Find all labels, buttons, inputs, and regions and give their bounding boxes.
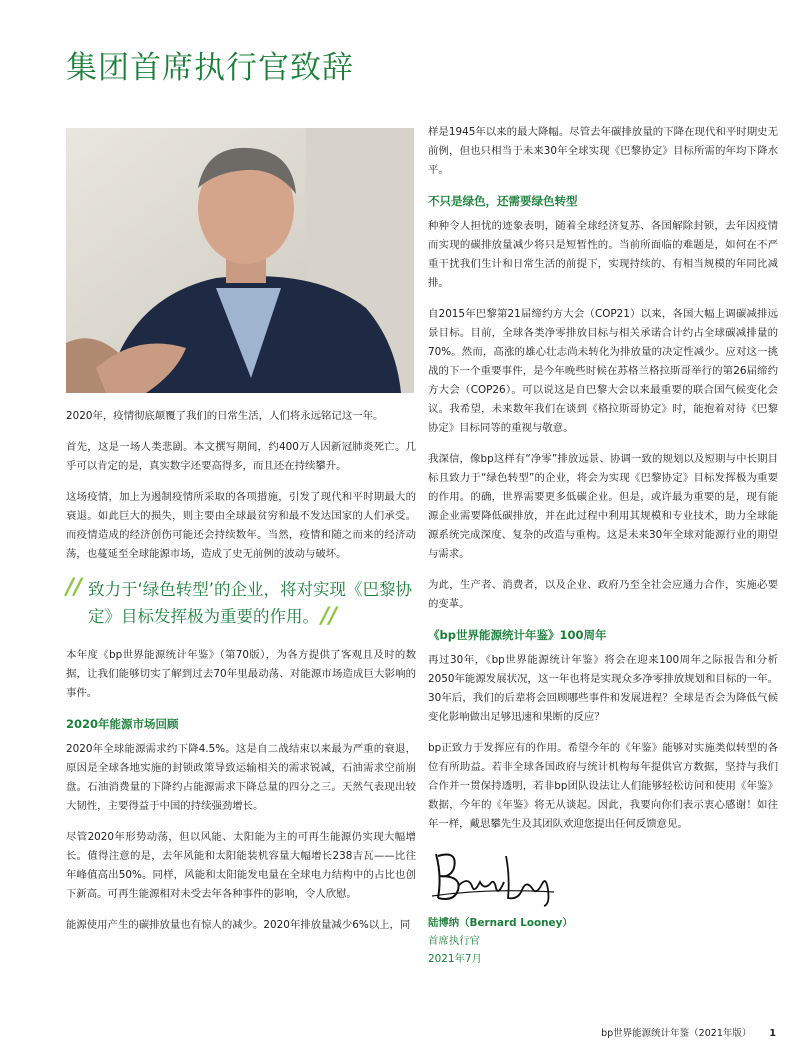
- body-paragraph: 首先，这是一场人类悲剧。本文撰写期间，约400万人因新冠肺炎死亡。几乎可以肯定的是，真实数字还要高得多，而且还在持续攀升。: [66, 441, 416, 472]
- signatory-role: 首席执行官: [428, 935, 480, 947]
- body-paragraph: 尽管2020年形势动荡，但以风能、太阳能为主的可再生能源仍实现大幅增长。值得注意的是，去年风能和太阳能装机容量大幅增长238吉瓦——比往年峰值高出50%。同样，风能和太阳能发电量在全球电力结构中的占比也创下新高。可再生能源相对未受去年各种事件的影响，令人欣慰。: [66, 831, 416, 900]
- pull-quote: [66, 576, 416, 630]
- right-column: [428, 123, 778, 968]
- body-paragraph: 样是1945年以来的最大降幅。尽管去年碳排放量的下降在现代和平时期史无前例，但也只相当于未来30年全球实现《巴黎协定》目标所需的年均下降水平。: [428, 126, 778, 176]
- body-paragraph: 再过30年，《bp世界能源统计年鉴》将会在迎来100周年之际报告和分析2050年能源发展状况，这一年也将是实现众多净零排放规划和目标的一年。30年后，我们的后辈将会回顾哪些事件和发展进程？全球是否会为降低气候变化影响做出足够迅速和果断的反应？: [428, 654, 778, 723]
- body-paragraph: 我深信，像bp这样有“净零”排放远景、协调一致的规划以及短期与中长期目标且致力于“绿色转型”的企业，将会为实现《巴黎协定》目标发挥极为重要的作用。的确，世界需要更多低碳企业。但是，或许最为重要的是，现有能源企业需要降低碳排放，并在此过程中利用其规模和专业技术，助力全球能源系统完成深度、复杂的改造与重构。这是未来30年全球对能源行业的期望与需求。: [428, 453, 778, 560]
- body-paragraph: 自2015年巴黎第21届缔约方大会（COP21）以来，各国大幅上调碳减排远景目标。目前，全球各类净零排放目标与相关承诺合计约占全球碳减排量的70%。然而，高涨的雄心壮志尚未转化为排放量的决定性减少。应对这一挑战的下一个重要事件，是今年晚些时候在苏格兰格拉斯哥举行的第26届缔约方大会（COP26）。可以说这是自巴黎大会以来最重要的联合国气候变化会议。我希望，未来数年我们在谈到《格拉斯哥协定》时，能抱着对待《巴黎协定》目标同等的重视与敬意。: [428, 308, 778, 434]
- page-number: 1: [769, 1028, 776, 1039]
- body-paragraph: 本年度《bp世界能源统计年鉴》（第70版），为各方提供了客观且及时的数据，让我们能够切实了解到过去70年里最动荡、对能源市场造成巨大影响的事件。: [66, 649, 416, 699]
- body-paragraph: 这场疫情，加上为遏制疫情所采取的各项措施，引发了现代和平时期最大的衰退。如此巨大的损失，则主要由全球最贫穷和最不发达国家的人们承受。而疫情造成的经济创伤可能还会持续数年。当然，疫情和随之而来的经济动荡，也蔓延至全球能源市场，造成了史无前例的波动与破坏。: [66, 491, 416, 560]
- ceo-photo: [66, 128, 414, 393]
- signature-image: [428, 846, 558, 908]
- section-heading: 不只是绿色，还需要绿色转型: [428, 194, 578, 208]
- intro-paragraph: 2020年，疫情彻底颠覆了我们的日常生活，人们将永远铭记这一年。: [66, 410, 384, 422]
- page-title: 集团首席执行官致辞: [66, 50, 354, 86]
- quote-close-icon: //: [321, 604, 338, 629]
- body-paragraph: 种种令人担忧的迹象表明，随着全球经济复苏、各国解除封锁，去年因疫情而实现的碳排放量减少将只是短暂性的。当前所面临的难题是，如何在不严重干扰我们生计和日常生活的前提下，实现持续的、有相当规模的年同比减排。: [428, 220, 778, 289]
- left-column: [66, 407, 416, 947]
- section-heading: 《bp世界能源统计年鉴》100周年: [428, 628, 607, 642]
- section-heading: 2020年能源市场回顾: [66, 717, 179, 731]
- signature-date: 2021年7月: [428, 953, 482, 965]
- footer-publication-title: bp世界能源统计年鉴（2021年版）: [601, 1028, 752, 1039]
- body-paragraph: 2020年全球能源需求约下降4.5%。这是自二战结束以来最为严重的衰退，原因是全球各地实施的封锁政策导致运输相关的需求锐减，石油需求空前崩盘。石油消费量的下降约占能源需求下降总量的四分之三。天然气表现出较大韧性，主要得益于中国的持续强劲增长。: [66, 743, 416, 812]
- signature-block: [428, 846, 778, 968]
- page-footer: [601, 1025, 776, 1039]
- pull-quote-text: 致力于‘绿色转型’的企业，将对实现《巴黎协定》目标发挥极为重要的作用。: [88, 580, 412, 626]
- body-paragraph: bp正致力于发挥应有的作用。希望今年的《年鉴》能够对实施类似转型的各位有所助益。若非全球各国政府与统计机构每年提供官方数据，坚持与我们合作并一贯保持透明，若非bp团队设法让人们能够轻松访问和使用《年鉴》数据，今年的《年鉴》将无从谈起。因此，我要向你们表示衷心感谢！如往年一样，戴思攀先生及其团队欢迎您提出任何反馈意见。: [428, 742, 778, 830]
- signatory-name: 陆博纳（Bernard Looney）: [428, 917, 573, 929]
- body-paragraph: 为此，生产者、消费者，以及企业、政府乃至全社会应通力合作，实施必要的变革。: [428, 579, 778, 610]
- body-paragraph: 能源使用产生的碳排放量也有惊人的减少。2020年排放量减少6%以上，同: [66, 919, 411, 931]
- quote-open-icon: //: [66, 575, 83, 600]
